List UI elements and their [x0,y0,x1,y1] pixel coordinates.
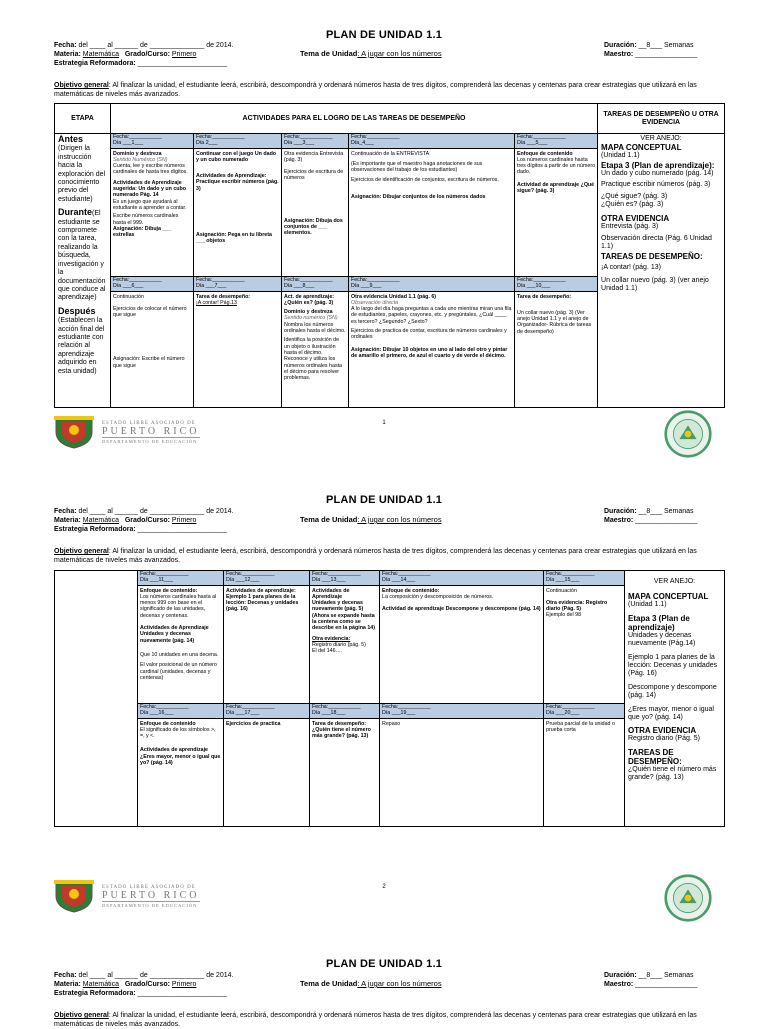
page-title: PLAN DE UNIDAD 1.1 [325,958,443,970]
objetivo-general: Objetivo general: Al finalizar la unidad, el estudiante leerá, escribirá, descompondrá y ordenará números hasta de tres dígitos, comprenderá las decenas y centenas para crear estrategias que utilizará en las matemáticas de niveles más avanzados. [54,548,697,564]
day-cell: Fecha:___________ Día ___20___ Prueba parcial de la unidad o prueba corta [544,704,625,827]
coat-of-arms-icon [52,414,96,450]
crest-logo: ESTADO LIBRE ASOCIADO DE PUERTO RICO DEPARTAMENTO DE EDUCACIÓN [52,878,200,914]
day-cell: Fecha:___________ Día ___1___ Dominio y destreza Sentido Numérico (SN) Cuenta, lee y escribe números cardinales de hasta tres dígitos. Actividades de Aprendizaje sugerida: Un dado y un cubo numerado Pág. 14 Es un juego que ayudará al estudiante a aprender a contar. Escribe números cardinales hasta el 999. Asignación: Dibuja ___ estrellas [111,134,194,277]
objetivo-general: Objetivo general: Al finalizar la unidad, el estudiante leerá, escribirá, descompondrá y ordenará números hasta de tres dígitos, comprenderá las decenas y centenas para crear estrategias que utilizará en las matemáticas de niveles más avanzados. [54,82,697,98]
col-actividades: ACTIVIDADES PARA EL LOGRO DE LAS TAREAS DE DESEMPEÑO [111,104,598,134]
day-cell: Fecha:___________ Día ___14___ Enfoque de contenido: La composición y descomposición de números. Actividad de aprendizaje Descompone y descompone (pág. 14) [380,571,544,704]
day-cell: Fecha:___________ Día ___11___ Enfoque de contenido: Los números cardinales hasta al menos 999 con base en el significado de las unidades, decenas y centenas. Actividades de Aprendizaje Unidades y decenas nuevamente (pág. 14) Que 10 unidades en una decena. El valor posicional de un número cardinal (unidades, decenas y centenas) [138,571,224,704]
objetivo-general: Objetivo general: Al finalizar la unidad, el estudiante leerá, escribirá, descompondrá y ordenará números hasta de tres dígitos, comprenderá las decenas y centenas para crear estrategias que utilizará en las matemáticas de niveles más avanzados. [54,1012,697,1028]
col-tareas: TAREAS DE DESEMPEÑO U OTRA EVIDENCIA [598,104,725,134]
day-cell: Fecha:___________ Día ___16___ Enfoque de contenido El significado de los símbolos >, =, y <. Actividades de aprendizaje ¿Eres mayor, menor o igual que yo? (pág. 14) [138,704,224,827]
crest-logo: ESTADO LIBRE ASOCIADO DE PUERTO RICO DEPARTAMENTO DE EDUCACIÓN [52,414,200,450]
day-cell: Fecha:___________ Día ___7___ Tarea de desempeño: ¡A contar! Pág.13 [194,277,282,408]
day-cell: Fecha:___________ Día ___10___ Tarea de desempeño: Un collar nuevo (pág. 3) (Ver anejo Unidad 1.1 y el anejo de Organizador- Rúbrica de tareas de desempeño) [515,277,598,408]
day-cell: Fecha:___________ Día ___13___ Actividades de Aprendizaje Unidades y decenas nuevamente (pág. 5) (Ahora se expande hasta la centena como se describe en la página 14) Otra evidencia: Registro diario (pág. 5) El del 146…. [310,571,380,704]
etapa-cell [55,571,138,704]
day-cell: Fecha:___________ Día 2___ Continuar con el juego Un dado y un cubo numerado Actividades de Aprendizaje: Practique escribir números (pág. 3) Asignación: Pega en tu libreta ___ objetos [194,134,282,277]
tema-unidad: Tema de Unidad: A jugar con los números [300,515,442,524]
plan-table [54,103,725,408]
day-cell: Fecha:___________ Día ___8___ Act. de aprendizaje: ¿Quién es? (pág. 3) Dominio y destreza Sentido numérico (SN) Nombra los números ordinales hasta el décimo. Identifica la posición de un objeto o ilustración hasta el décimo. Reconoce y utiliza los números ordinales hasta el décimo para resolver problemas. [282,277,349,408]
day-cell: Fecha:___________ Día ___5___ Enfoque de contenido Los números cardinales hasta tres dígitos a partir de un número dado. Actividad de aprendizaje ¿Qué sigue? (pág. 3) [515,134,598,277]
plan-table [54,570,725,827]
day-cell: Fecha:___________ Día ___15___ Continuación Otra evidencia: Registro diario (Pág. 5) Ejemplo del 98 [544,571,625,704]
page-title: PLAN DE UNIDAD 1.1 [325,494,443,506]
col-etapa: ETAPA [55,104,111,134]
tema-unidad: Tema de Unidad: A jugar con los números [300,49,442,58]
tema-unidad: Tema de Unidad: A jugar con los números [300,979,442,988]
header-right: Duración: __8___ Semanas Maestro: ________________ [604,972,698,988]
header-left: Fecha: del ____ al ______ de ______________ de 2014. Materia: Matemática Grado/Curso: Primero Estrategia Reformadora: _______________________ [54,508,234,533]
day-cell: Fecha:___________ Día ___9___ Otra evidencia Unidad 1.1 (pág. 6) Observación directa A lo largo del día haga preguntas a cada uno mientras miran una fila de estudiantes, papeles, crayones, etc. y pregúntales, ¿Cuál ____ es tercero? ¿Segundo? ¿Sexto? Ejercicios de practica de contar, escritura de números cardinales y ordinales Asignación: Dibujar 10 objetos en uno al lado del otro y pintar de amarillo el primero, de azul el cuarto y de verde el décimo. [349,277,515,408]
tareas-cell: VER ANEJO: MAPA CONCEPTUAL (Unidad 1.1) Etapa 3 (Plan de aprendizaje) Unidades y decenas nuevamente (Pág.14) Ejemplo 1 para planes de la lección: Decenas y unidades (Pág. 16) Descompone y descompone (pág. 14) ¿Eres mayor, menor o igual que yo? (pág. 14) OTRA EVIDENCIA Registro diario (Pág. 5) TAREAS DE DESEMPEÑO: ¿Quién tiene el número más grande? (pág. 13) [625,571,725,827]
day-cell: Fecha:___________ Día ___18___ Tarea de desempeño: ¿Quién tiene el número más grande? (pág. 13) [310,704,380,827]
day-cell: Fecha:___________ Día ___6___ Continuación Ejercicios de colocar el número que sigue Asignación: Escribe el número que sigue [111,277,194,408]
coat-of-arms-icon [52,878,96,914]
day-cell: Fecha:___________ Día_4___ Continuación de la ENTREVISTA (Es importante que el maestro haga anotaciones de sus observaciones del trabajo de los estudiantes) Ejercicios de identificación de conjuntos, escritura de números. Asignación: Dibujar conjuntos de los números dados [349,134,515,277]
math-program-seal-icon [660,874,716,922]
tareas-cell: VER ANEJO: MAPA CONCEPTUAL (Unidad 1.1) Etapa 3 (Plan de aprendizaje): Un dado y cubo numerado (pág. 14) Practique escribir números (pág. 3) ¿Qué sigue? (pág. 3) ¿Quién es? (pág. 3) OTRA EVIDENCIA Entrevista (pág. 3) Observación directa (Pág. 6 Unidad 1.1) TAREAS DE DESEMPEÑO: ¡A contar! (pág. 13) Un collar nuevo (pág. 3) (ver anejo Unidad 1.1) [598,134,725,408]
day-cell: Fecha:___________ Día ___17___ Ejercicios de practica [224,704,310,827]
day-cell: Fecha:___________ Día ___12___ Actividades de aprendizaje: Ejemplo 1 para planes de la lección: Decenas y unidades (pág. 16) [224,571,310,704]
day-cell: Fecha:___________ Día ___19___ Repaso [380,704,544,827]
math-program-seal-icon [660,410,716,458]
header-right: Duración: __8___ Semanas Maestro: ________________ [604,42,698,58]
page-title: PLAN DE UNIDAD 1.1 [325,29,443,41]
header-left: Fecha: del ____ al ______ de ______________ de 2014. Materia: Matemática Grado/Curso: Primero Estrategia Reformadora: _______________________ [54,972,234,997]
day-cell: Fecha:___________ Día ___3___ Otra evidencia Entrevista (pág. 3) Ejercicios de escritura de números Asignación: Dibuja dos conjuntos de ___ elementos. [282,134,349,277]
page-number: 1 [382,420,386,426]
etapa-cell: Antes (Dirigen la instrucción hacia la exploración del conocimiento previo del estudiante) Durante(El estudiante se compromete con la tarea, realizando la búsqueda, investigación y la documentación que conduce al aprendizaje) Después (Establecen la acción final del estudiante con relación al aprendizaje adquirido en esta unidad) [55,134,111,408]
header-left: Fecha: del ____ al ______ de ______________ de 2014. Materia: Matemática Grado/Curso: Primero Estrategia Reformadora: _______________________ [54,42,234,67]
page-number: 2 [382,884,386,890]
header-right: Duración: __8___ Semanas Maestro: ________________ [604,508,698,524]
etapa-cell [55,704,138,827]
